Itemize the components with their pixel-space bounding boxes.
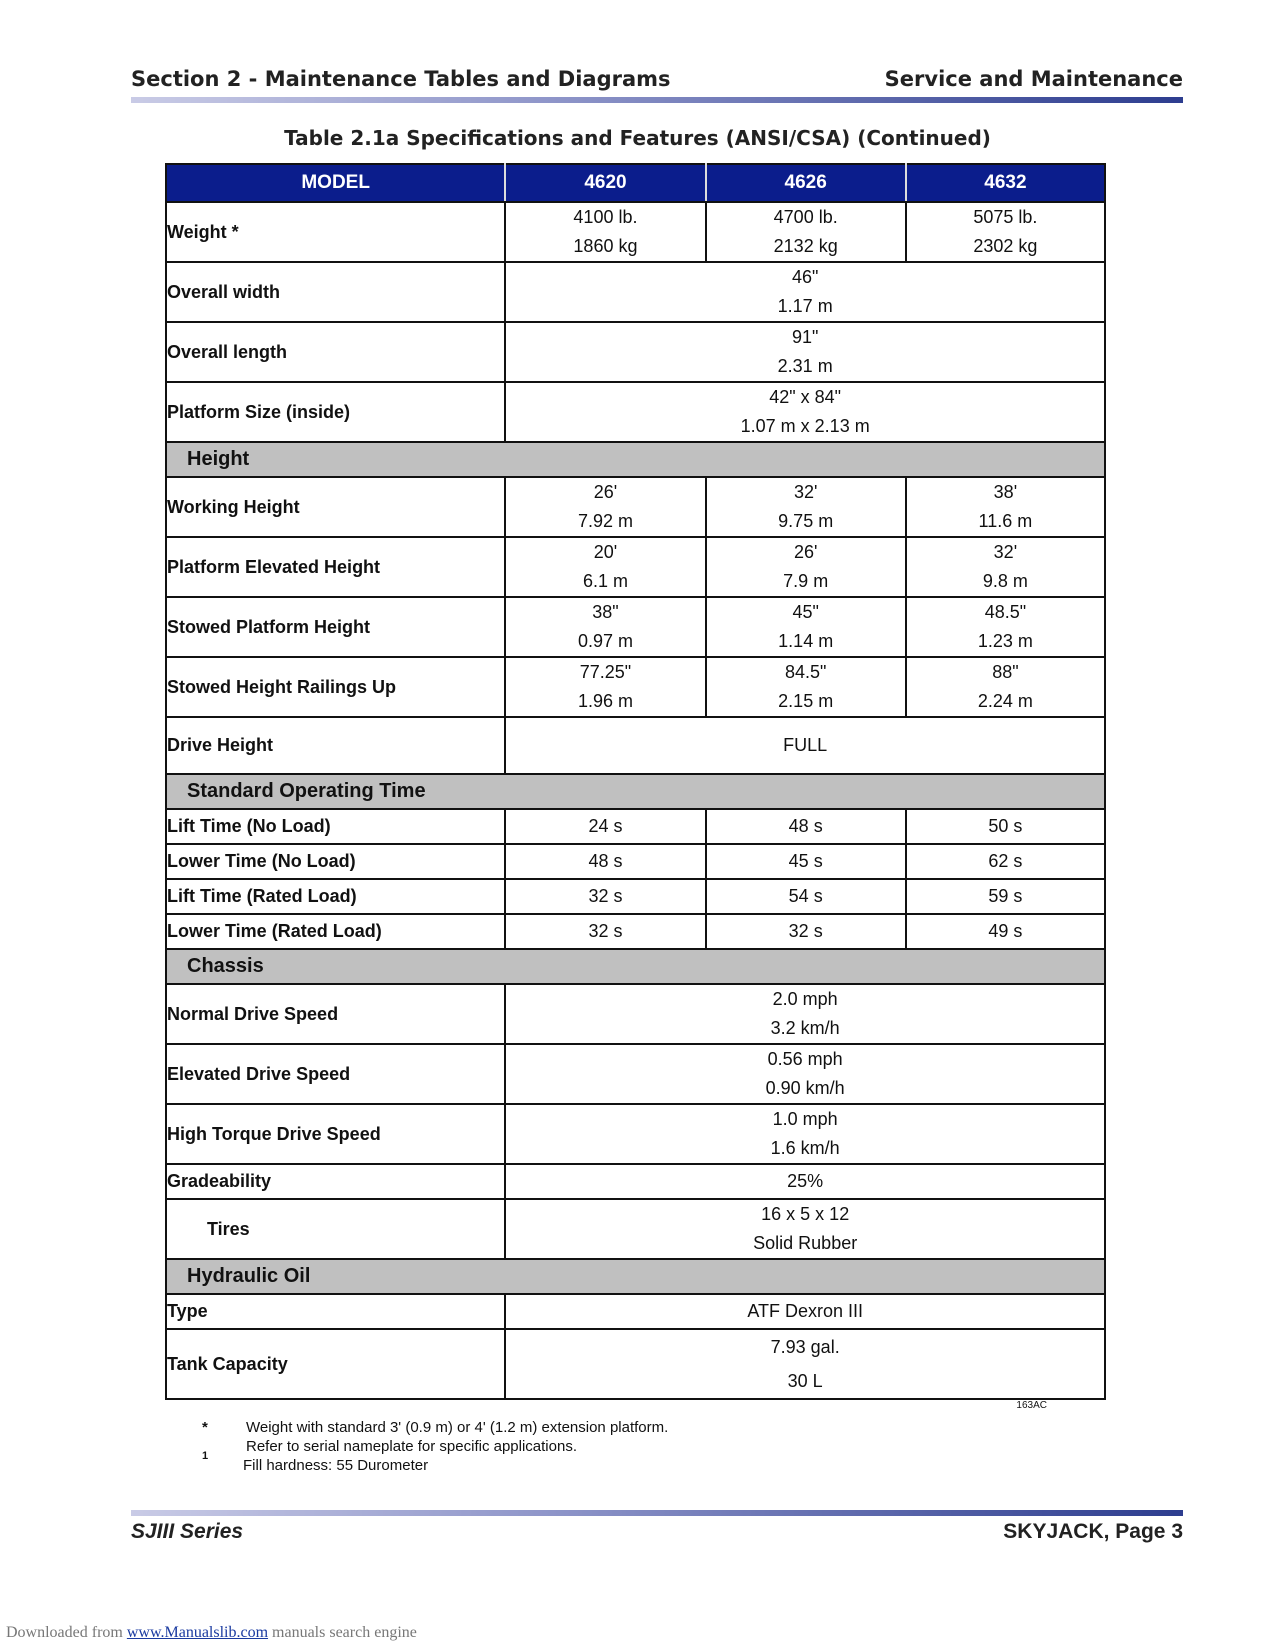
row-label: Platform Elevated Height	[166, 537, 505, 597]
table-cell: 32 s	[505, 914, 705, 949]
table-cell: 62 s	[906, 844, 1105, 879]
column-header: MODEL	[166, 164, 505, 202]
section-title: Standard Operating Time	[166, 774, 1105, 809]
table-cell: 48 s	[706, 809, 906, 844]
figure-marker: 163AC	[1016, 1400, 1047, 1411]
section-row	[166, 1259, 1105, 1294]
table-cell: 20' 6.1 m	[505, 537, 705, 597]
section-row	[166, 442, 1105, 477]
table-row	[166, 1329, 1105, 1399]
table-cell: 5075 lb. 2302 kg	[906, 202, 1105, 262]
footnote-star-line2: Refer to serial nameplate for specific applications.	[246, 1438, 577, 1455]
row-label: Gradeability	[166, 1164, 505, 1199]
table-cell: 42" x 84" 1.07 m x 2.13 m	[505, 382, 1105, 442]
manualslib-link[interactable]: www.Manualslib.com	[126, 1624, 269, 1641]
section-header: Section 2 - Maintenance Tables and Diagrams	[131, 67, 671, 91]
table-cell: 4100 lb. 1860 kg	[505, 202, 705, 262]
footnote-star-symbol: *	[202, 1419, 208, 1436]
table-row	[166, 1104, 1105, 1164]
table-row	[166, 597, 1105, 657]
section-row	[166, 949, 1105, 984]
table-cell: 25%	[505, 1164, 1105, 1199]
row-label: Drive Height	[166, 717, 505, 774]
table-cell: 45" 1.14 m	[706, 597, 906, 657]
download-suffix: manuals search engine	[268, 1624, 417, 1641]
table-cell: 48.5" 1.23 m	[906, 597, 1105, 657]
table-cell: 46" 1.17 m	[505, 262, 1105, 322]
column-header: 4626	[706, 164, 906, 202]
table-cell: 26' 7.92 m	[505, 477, 705, 537]
table-row	[166, 657, 1105, 717]
row-label: Lift Time (Rated Load)	[166, 879, 505, 914]
table-row	[166, 202, 1105, 262]
spec-table	[165, 163, 1106, 1400]
table-cell: 45 s	[706, 844, 906, 879]
table-cell: 4700 lb. 2132 kg	[706, 202, 906, 262]
row-label: Tires	[166, 1199, 505, 1259]
table-cell: 7.93 gal. 30 L	[505, 1329, 1105, 1399]
row-label: Elevated Drive Speed	[166, 1044, 505, 1104]
table-row	[166, 844, 1105, 879]
table-row	[166, 262, 1105, 322]
footer-rule	[131, 1510, 1183, 1516]
section-title: Hydraulic Oil	[166, 1259, 1105, 1294]
table-cell: 32' 9.75 m	[706, 477, 906, 537]
table-cell: 38' 11.6 m	[906, 477, 1105, 537]
row-label: Lower Time (Rated Load)	[166, 914, 505, 949]
header-rule	[131, 97, 1183, 103]
table-cell: 91" 2.31 m	[505, 322, 1105, 382]
row-label: Working Height	[166, 477, 505, 537]
row-label: Overall length	[166, 322, 505, 382]
table-row	[166, 914, 1105, 949]
table-row	[166, 537, 1105, 597]
page-label: SKYJACK, Page 3	[1003, 1520, 1183, 1543]
download-note	[6, 1624, 417, 1642]
table-cell: 59 s	[906, 879, 1105, 914]
row-label: Platform Size (inside)	[166, 382, 505, 442]
section-row	[166, 774, 1105, 809]
row-label: Overall width	[166, 262, 505, 322]
table-cell: 84.5" 2.15 m	[706, 657, 906, 717]
download-prefix: Downloaded from	[6, 1624, 127, 1641]
table-cell: 32 s	[706, 914, 906, 949]
section-title: Height	[166, 442, 1105, 477]
table-cell: 50 s	[906, 809, 1105, 844]
table-row	[166, 809, 1105, 844]
row-label: Lift Time (No Load)	[166, 809, 505, 844]
row-label: Weight *	[166, 202, 505, 262]
table-row	[166, 1294, 1105, 1329]
column-header: 4632	[906, 164, 1105, 202]
table-row	[166, 717, 1105, 774]
table-cell: FULL	[505, 717, 1105, 774]
table-cell: 38" 0.97 m	[505, 597, 705, 657]
table-cell: 88" 2.24 m	[906, 657, 1105, 717]
table-cell: 48 s	[505, 844, 705, 879]
table-cell: 26' 7.9 m	[706, 537, 906, 597]
table-cell: 2.0 mph 3.2 km/h	[505, 984, 1105, 1044]
table-cell: 32 s	[505, 879, 705, 914]
table-row	[166, 879, 1105, 914]
row-label: Lower Time (No Load)	[166, 844, 505, 879]
table-row	[166, 382, 1105, 442]
row-label: Normal Drive Speed	[166, 984, 505, 1044]
chapter-header: Service and Maintenance	[884, 67, 1183, 91]
row-label: Tank Capacity	[166, 1329, 505, 1399]
row-label: Stowed Height Railings Up	[166, 657, 505, 717]
table-row	[166, 984, 1105, 1044]
table-row	[166, 1199, 1105, 1259]
column-header: 4620	[505, 164, 705, 202]
table-cell: 16 x 5 x 12 Solid Rubber	[505, 1199, 1105, 1259]
footnote-star-line1: Weight with standard 3' (0.9 m) or 4' (1.2 m) extension platform.	[246, 1419, 669, 1436]
table-cell: ATF Dexron III	[505, 1294, 1105, 1329]
footnote-one-symbol: 1	[202, 1450, 209, 1462]
table-cell: 32' 9.8 m	[906, 537, 1105, 597]
table-cell: 49 s	[906, 914, 1105, 949]
series-name: SJIII Series	[131, 1520, 244, 1543]
table-cell: 1.0 mph 1.6 km/h	[505, 1104, 1105, 1164]
table-cell: 0.56 mph 0.90 km/h	[505, 1044, 1105, 1104]
footnote-one-text: Fill hardness: 55 Durometer	[243, 1457, 429, 1474]
table-row	[166, 477, 1105, 537]
table-title: Table 2.1a Specifications and Features (ANSI/CSA) (Continued)	[284, 126, 991, 150]
row-label: Stowed Platform Height	[166, 597, 505, 657]
table-row	[166, 322, 1105, 382]
section-title: Chassis	[166, 949, 1105, 984]
table-row	[166, 1164, 1105, 1199]
table-cell: 54 s	[706, 879, 906, 914]
table-cell: 24 s	[505, 809, 705, 844]
table-header-row	[166, 164, 1105, 202]
table-row	[166, 1044, 1105, 1104]
row-label: High Torque Drive Speed	[166, 1104, 505, 1164]
row-label: Type	[166, 1294, 505, 1329]
table-cell: 77.25" 1.96 m	[505, 657, 705, 717]
